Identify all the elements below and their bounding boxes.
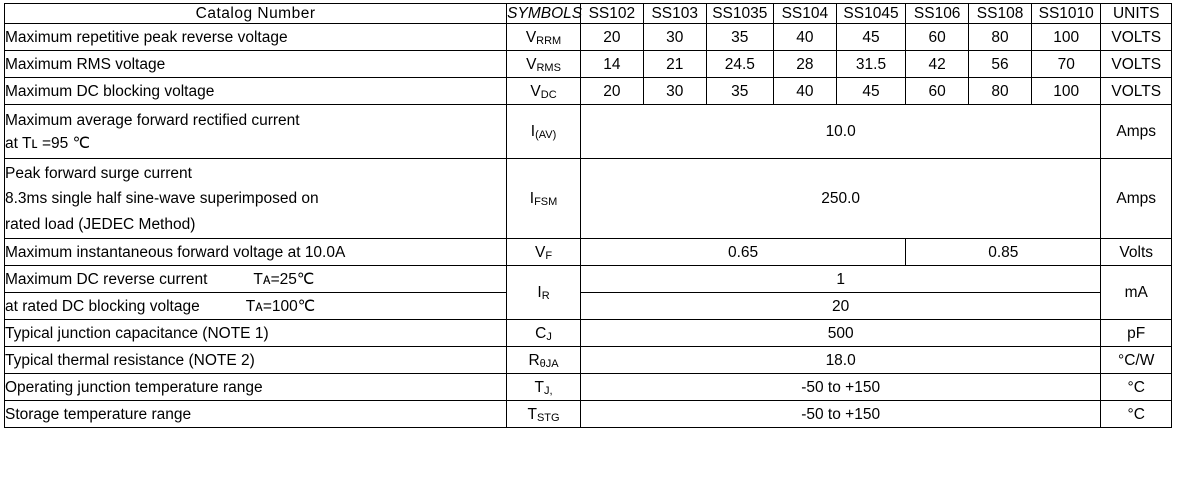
param-label: Maximum RMS voltage xyxy=(5,51,507,78)
value-cell: 42 xyxy=(906,51,969,78)
table-row xyxy=(5,24,1172,51)
value-cell: 30 xyxy=(643,24,706,51)
value-cell: 100 xyxy=(1032,24,1101,51)
value-cell: 31.5 xyxy=(836,51,905,78)
table-row xyxy=(5,105,1172,159)
value-cell: 60 xyxy=(906,24,969,51)
symbol-sub: J xyxy=(546,330,552,343)
symbol-sub: θJA xyxy=(539,357,559,370)
symbol-main: V xyxy=(530,82,541,100)
table-row xyxy=(5,293,1172,320)
param-line-2: at Tʟ =95 ℃ xyxy=(5,134,90,152)
symbol-main: I xyxy=(537,284,542,302)
header-part-ss1035: SS1035 xyxy=(706,4,773,24)
value-cell: 80 xyxy=(969,78,1032,105)
param-line-1: Maximum average forward rectified current xyxy=(5,111,300,129)
value-cell-span: 250.0 xyxy=(580,159,1101,239)
symbol-main: V xyxy=(534,243,546,261)
unit-cell: Amps xyxy=(1101,159,1172,239)
symbol-main: T xyxy=(527,405,537,423)
header-catalog-number: Catalog Number xyxy=(5,4,507,24)
symbol-sub: RRM xyxy=(536,34,562,47)
table-row xyxy=(5,401,1172,428)
table-header-row xyxy=(5,4,1172,24)
symbol-cell xyxy=(507,347,581,374)
table-row xyxy=(5,78,1172,105)
param-label xyxy=(5,266,507,293)
symbol-sub: FSM xyxy=(534,196,558,209)
param-label: Maximum repetitive peak reverse voltage xyxy=(5,24,507,51)
param-condition: Tᴀ=100℃ xyxy=(245,297,316,315)
value-cell: 80 xyxy=(969,24,1032,51)
table-row xyxy=(5,239,1172,266)
header-part-ss1010: SS1010 xyxy=(1032,4,1101,24)
unit-cell: °C xyxy=(1101,401,1172,428)
param-line-1 xyxy=(5,271,314,288)
value-cell: 14 xyxy=(580,51,643,78)
param-text: at rated DC blocking voltage xyxy=(5,297,200,315)
value-cell: 20 xyxy=(580,78,643,105)
value-cell: 60 xyxy=(906,78,969,105)
symbol-cell xyxy=(507,239,581,266)
symbol-cell xyxy=(507,24,581,51)
symbol-sub: DC xyxy=(540,88,557,101)
value-cell-split-high: 0.85 xyxy=(906,239,1101,266)
symbol-main: V xyxy=(526,55,537,73)
value-cell: 40 xyxy=(773,24,836,51)
symbol-sub: F xyxy=(545,249,553,262)
param-line-1: Peak forward surge current xyxy=(5,164,192,182)
symbol-cell xyxy=(507,374,581,401)
header-symbols: SYMBOLS xyxy=(507,5,583,22)
header-part-ss1045: SS1045 xyxy=(836,4,905,24)
value-cell: 35 xyxy=(706,78,773,105)
symbol-cell xyxy=(507,105,581,159)
value-cell: 28 xyxy=(773,51,836,78)
unit-cell: pF xyxy=(1101,320,1172,347)
value-cell: 30 xyxy=(643,78,706,105)
value-cell: 20 xyxy=(580,24,643,51)
value-cell-span: 20 xyxy=(580,293,1101,320)
param-label: Maximum DC blocking voltage xyxy=(5,78,507,105)
symbol-cell xyxy=(507,320,581,347)
table-row xyxy=(5,374,1172,401)
param-line-2: 8.3ms single half sine-wave superimposed on xyxy=(5,190,319,208)
param-condition: Tᴀ=25℃ xyxy=(253,270,315,288)
symbol-main: R xyxy=(528,351,540,369)
value-cell-span: 1 xyxy=(580,266,1101,293)
unit-cell: mA xyxy=(1101,266,1172,320)
param-label: Typical thermal resistance (NOTE 2) xyxy=(5,347,507,374)
value-cell: 100 xyxy=(1032,78,1101,105)
value-cell: 70 xyxy=(1032,51,1101,78)
unit-cell: VOLTS xyxy=(1101,24,1172,51)
value-cell-split-low: 0.65 xyxy=(580,239,905,266)
symbol-main: I xyxy=(530,123,536,141)
electrical-characteristics-table xyxy=(4,3,1172,428)
symbol-sub: J, xyxy=(543,384,553,397)
header-part-ss103: SS103 xyxy=(643,4,706,24)
param-line-2 xyxy=(5,298,315,315)
symbol-main: V xyxy=(525,28,537,46)
value-cell-span: 500 xyxy=(580,320,1101,347)
header-part-ss106: SS106 xyxy=(906,4,969,24)
param-line-3: rated load (JEDEC Method) xyxy=(5,215,196,233)
value-cell: 45 xyxy=(836,78,905,105)
symbol-main: C xyxy=(535,324,547,342)
param-label xyxy=(5,293,507,320)
value-cell-span: 10.0 xyxy=(580,105,1101,159)
value-cell-span: -50 to +150 xyxy=(580,401,1101,428)
table-row xyxy=(5,266,1172,293)
table-row xyxy=(5,159,1172,239)
table-row xyxy=(5,347,1172,374)
header-part-ss108: SS108 xyxy=(969,4,1032,24)
unit-cell: Volts xyxy=(1101,239,1172,266)
param-label xyxy=(5,159,507,239)
unit-cell: VOLTS xyxy=(1101,78,1172,105)
unit-cell: °C/W xyxy=(1101,347,1172,374)
symbol-cell xyxy=(507,266,581,320)
param-label: Storage temperature range xyxy=(5,401,507,428)
param-text: Maximum DC reverse current xyxy=(5,270,208,288)
symbol-sub: RMS xyxy=(536,61,561,74)
value-cell: 40 xyxy=(773,78,836,105)
header-part-ss102: SS102 xyxy=(580,4,643,24)
value-cell: 56 xyxy=(969,51,1032,78)
header-units: UNITS xyxy=(1101,4,1172,24)
param-label: Maximum instantaneous forward voltage at 10.0A xyxy=(5,239,507,266)
unit-cell: °C xyxy=(1101,374,1172,401)
symbol-cell xyxy=(507,78,581,105)
param-label: Typical junction capacitance (NOTE 1) xyxy=(5,320,507,347)
table-row xyxy=(5,51,1172,78)
value-cell: 21 xyxy=(643,51,706,78)
header-part-ss104: SS104 xyxy=(773,4,836,24)
symbol-cell xyxy=(507,159,581,239)
param-label: Operating junction temperature range xyxy=(5,374,507,401)
table-row xyxy=(5,320,1172,347)
symbol-sub: (AV) xyxy=(535,129,557,142)
symbol-cell xyxy=(507,401,581,428)
symbol-sub: STG xyxy=(536,411,560,424)
value-cell-span: -50 to +150 xyxy=(580,374,1101,401)
param-label xyxy=(5,105,507,159)
value-cell-span: 18.0 xyxy=(580,347,1101,374)
symbol-main: I xyxy=(529,190,535,208)
symbol-main: T xyxy=(534,378,544,396)
value-cell: 24.5 xyxy=(706,51,773,78)
unit-cell: Amps xyxy=(1101,105,1172,159)
value-cell: 35 xyxy=(706,24,773,51)
symbol-sub: R xyxy=(541,290,550,303)
symbol-cell xyxy=(507,51,581,78)
value-cell: 45 xyxy=(836,24,905,51)
unit-cell: VOLTS xyxy=(1101,51,1172,78)
